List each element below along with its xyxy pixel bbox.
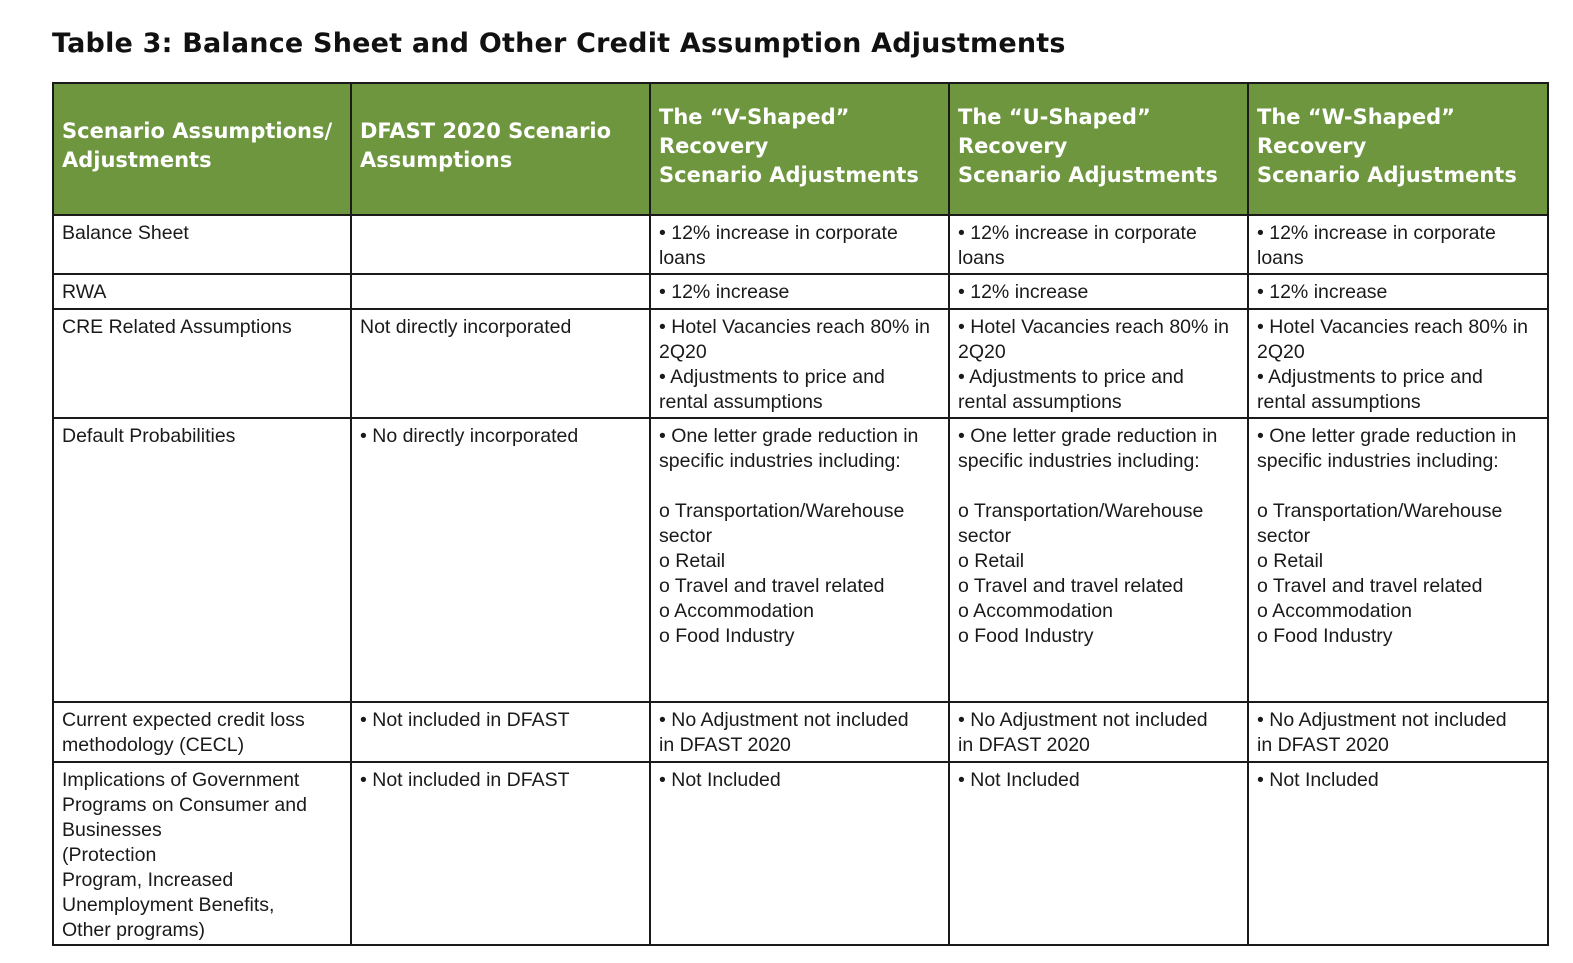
cell-text-line: • Hotel Vacancies reach 80% in (659, 316, 930, 338)
u-shaped-cell (949, 762, 1248, 945)
cell-text-line: rental assumptions (659, 391, 823, 413)
cell-text-line: in DFAST 2020 (958, 734, 1090, 756)
cell-text-line: 2Q20 (958, 341, 1006, 363)
cell-text-line: • No Adjustment not included (659, 709, 909, 731)
cell-text-line: RWA (62, 281, 107, 303)
cell-text-line: • Not Included (1257, 769, 1379, 791)
cell-text-line: in DFAST 2020 (1257, 734, 1389, 756)
blank-line (1257, 474, 1541, 499)
cell-text-line: • Hotel Vacancies reach 80% in (958, 316, 1229, 338)
table-row (53, 274, 1548, 309)
u-shaped-cell (949, 702, 1248, 762)
cell-text-line: o Food Industry (958, 625, 1094, 647)
page-title: Table 3: Balance Sheet and Other Credit Assumption Adjustments (52, 28, 1066, 59)
dfast-cell (351, 309, 650, 418)
w-shaped-cell (1248, 215, 1548, 274)
header-line: Scenario Assumptions/ (62, 119, 333, 143)
v-shaped-cell (650, 215, 949, 274)
cell-text-line: Not directly incorporated (360, 316, 572, 338)
blank-line (659, 474, 942, 499)
row-label-cell (53, 215, 351, 274)
cell-text-line: • Not Included (958, 769, 1080, 791)
dfast-cell (351, 215, 650, 274)
cell-text-line: CRE Related Assumptions (62, 316, 292, 338)
cell-text-line: methodology (CECL) (62, 734, 245, 756)
cell-text-line: • No Adjustment not included (958, 709, 1208, 731)
cell-text-line: • 12% increase in corporate (1257, 222, 1496, 244)
cell-text-line: o Accommodation (1257, 600, 1413, 622)
w-shaped-cell (1248, 309, 1548, 418)
cell-text-line: o Transportation/Warehouse (958, 500, 1204, 522)
header-scenario-assumptions (53, 83, 351, 215)
cell-text-line: 2Q20 (1257, 341, 1305, 363)
cell-text-line: • Adjustments to price and (659, 366, 885, 388)
cell-text-line: in DFAST 2020 (659, 734, 791, 756)
cell-text-line: • 12% increase (659, 281, 790, 303)
cell-text-line: o Accommodation (958, 600, 1114, 622)
cell-text-line: specific industries including: (1257, 450, 1499, 472)
cell-text-line: Implications of Government (62, 769, 300, 791)
table-row (53, 215, 1548, 274)
cell-text-line: loans (958, 247, 1005, 269)
cell-text-line: • 12% increase in corporate (659, 222, 898, 244)
w-shaped-cell (1248, 762, 1548, 945)
table-row (53, 309, 1548, 418)
cell-text-line: Balance Sheet (62, 222, 189, 244)
dfast-cell (351, 418, 650, 702)
cell-text-line: Programs on Consumer and (62, 794, 307, 816)
cell-text-line: o Transportation/Warehouse (659, 500, 905, 522)
header-dfast-2020 (351, 83, 650, 215)
table-row (53, 702, 1548, 762)
cell-text-line: • One letter grade reduction in (1257, 425, 1517, 447)
cell-text-line: o Transportation/Warehouse (1257, 500, 1503, 522)
dfast-cell (351, 762, 650, 945)
u-shaped-cell (949, 309, 1248, 418)
cell-text-line: • 12% increase in corporate (958, 222, 1197, 244)
cell-text-line: 2Q20 (659, 341, 707, 363)
table-row (53, 762, 1548, 945)
w-shaped-cell (1248, 274, 1548, 309)
cell-text-line: • No Adjustment not included (1257, 709, 1507, 731)
w-shaped-cell (1248, 418, 1548, 702)
cell-text-line: o Travel and travel related (958, 575, 1184, 597)
header-line: Scenario Adjustments (958, 162, 1218, 187)
cell-text-line: loans (659, 247, 706, 269)
header-line: The “U-Shaped” Recovery (958, 104, 1151, 158)
cell-text-line: specific industries including: (958, 450, 1200, 472)
cell-text-line: o Retail (659, 550, 726, 572)
header-u-shaped (949, 83, 1248, 215)
cell-text-line: • Not Included (659, 769, 781, 791)
cell-text-line: Unemployment Benefits, (62, 894, 275, 916)
v-shaped-cell (650, 418, 949, 702)
v-shaped-cell (650, 702, 949, 762)
cell-text-line: loans (1257, 247, 1304, 269)
cell-text-line: o Food Industry (1257, 625, 1393, 647)
cell-text-line: • No directly incorporated (360, 425, 579, 447)
v-shaped-cell (650, 309, 949, 418)
cell-text-line: • 12% increase (958, 281, 1089, 303)
row-label-cell (53, 418, 351, 702)
row-label-cell (53, 702, 351, 762)
header-line: Scenario Adjustments (659, 162, 919, 187)
row-label-cell (53, 274, 351, 309)
cell-text-line: specific industries including: (659, 450, 901, 472)
u-shaped-cell (949, 274, 1248, 309)
table-body (53, 215, 1548, 945)
cell-text-line: Default Probabilities (62, 425, 236, 447)
cell-text-line: rental assumptions (1257, 391, 1421, 413)
cell-text-line: sector (958, 525, 1012, 547)
cell-text-line: rental assumptions (958, 391, 1122, 413)
cell-text-line: • Not included in DFAST (360, 709, 570, 731)
dfast-cell (351, 702, 650, 762)
cell-text-line: Program, Increased (62, 869, 234, 891)
w-shaped-cell (1248, 702, 1548, 762)
header-line: DFAST 2020 Scenario (360, 119, 612, 143)
cell-text-line: • 12% increase (1257, 281, 1388, 303)
v-shaped-cell (650, 762, 949, 945)
cell-text-line: • Not included in DFAST (360, 769, 570, 791)
cell-text-line: • One letter grade reduction in (659, 425, 919, 447)
cell-text-line: Other programs) (62, 919, 206, 941)
cell-text-line: o Travel and travel related (1257, 575, 1483, 597)
cell-text-line: • Adjustments to price and (958, 366, 1184, 388)
row-label-cell (53, 309, 351, 418)
cell-text-line: Businesses (62, 819, 162, 841)
blank-line (958, 474, 1241, 499)
assumption-adjustments-table (52, 82, 1549, 946)
header-w-shaped (1248, 83, 1548, 215)
cell-text-line: • One letter grade reduction in (958, 425, 1218, 447)
cell-text-line: sector (659, 525, 713, 547)
cell-text-line: o Travel and travel related (659, 575, 885, 597)
cell-text-line: Current expected credit loss (62, 709, 305, 731)
header-line: The “V-Shaped” Recovery (659, 104, 850, 158)
u-shaped-cell (949, 215, 1248, 274)
cell-text-line: o Retail (958, 550, 1025, 572)
header-line: The “W-Shaped” Recovery (1257, 104, 1455, 158)
cell-text-line: (Protection (62, 844, 157, 866)
cell-text-line: o Accommodation (659, 600, 815, 622)
u-shaped-cell (949, 418, 1248, 702)
cell-text-line: o Retail (1257, 550, 1324, 572)
cell-text-line: sector (1257, 525, 1311, 547)
v-shaped-cell (650, 274, 949, 309)
cell-text-line: • Hotel Vacancies reach 80% in (1257, 316, 1528, 338)
cell-text-line: o Food Industry (659, 625, 795, 647)
row-label-cell (53, 762, 351, 945)
header-line: Assumptions (360, 148, 513, 172)
cell-text-line: • Adjustments to price and (1257, 366, 1483, 388)
header-line: Scenario Adjustments (1257, 162, 1517, 187)
table-row (53, 418, 1548, 702)
dfast-cell (351, 274, 650, 309)
header-line: Adjustments (62, 148, 212, 172)
header-v-shaped (650, 83, 949, 215)
header-row (53, 83, 1548, 215)
